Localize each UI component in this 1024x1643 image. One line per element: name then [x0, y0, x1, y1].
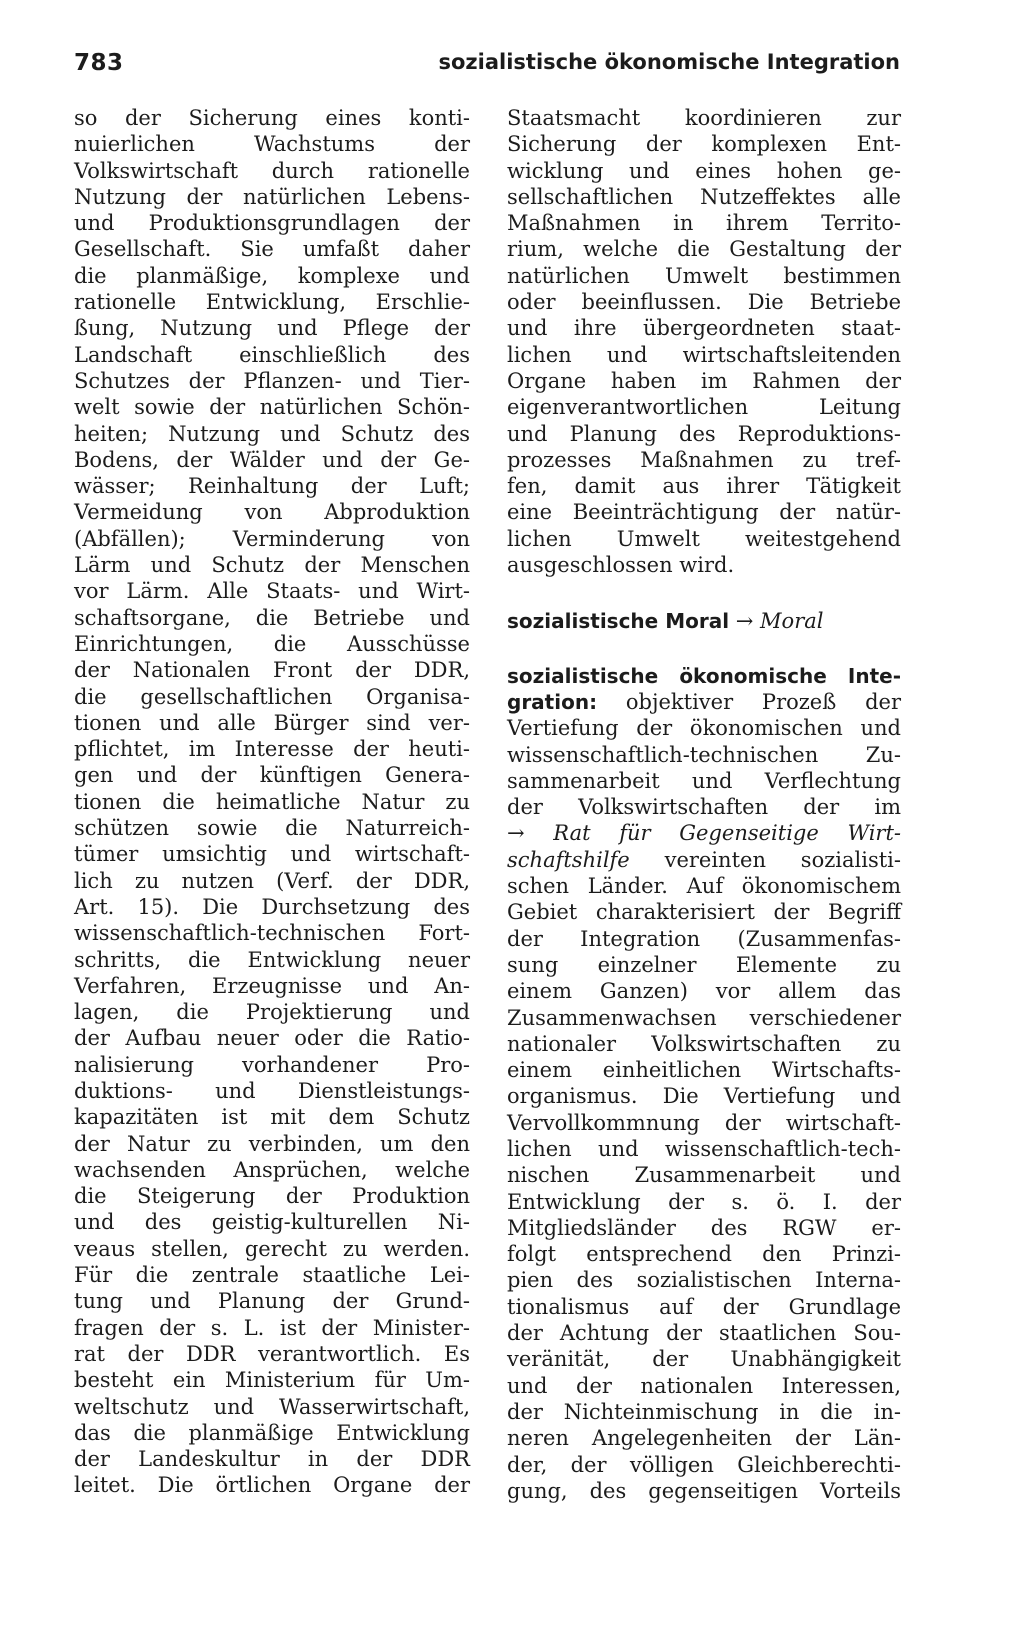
text-line: schaftsorgane, die Betriebe und — [74, 605, 470, 630]
text-line: wässer; Reinhaltung der Luft; — [74, 474, 470, 499]
text-line: folgt entsprechend den Prinzi- — [507, 1242, 901, 1267]
page-number: 783 — [74, 50, 124, 76]
text-line: Nutzung der natürlichen Lebens- — [74, 184, 470, 209]
cross-reference-moral: Moral — [760, 609, 824, 634]
text-line: lagen, die Projektierung und — [74, 1000, 470, 1025]
text-line: Lärm und Schutz der Menschen — [74, 553, 470, 578]
text-line: der Nichteinmischung in die in- — [507, 1399, 901, 1424]
text-line: wachsenden Ansprüchen, welche — [74, 1157, 470, 1182]
text-line: fen, damit aus ihrer Tätigkeit — [507, 474, 901, 499]
text-line: heiten; Nutzung und Schutz des — [74, 421, 470, 446]
entry-text: objektiver Prozeß der — [625, 689, 901, 714]
text-line: der Aufbau neuer oder die Ratio- — [74, 1026, 470, 1051]
text-line: nischen Zusammenarbeit und — [507, 1163, 901, 1188]
text-line: lich zu nutzen (Verf. der DDR, — [74, 868, 470, 893]
text-line: Bodens, der Wälder und der Ge- — [74, 447, 470, 472]
text-line: eigenverantwortlichen Leitung — [507, 395, 901, 420]
text-line: Volkswirtschaft durch rationelle — [74, 158, 470, 183]
right-column — [507, 105, 901, 1504]
text-line: leitet. Die örtlichen Organe der — [74, 1473, 470, 1498]
headword-integration-line2: gration: — [507, 689, 598, 714]
text-line: Landschaft einschließlich des — [74, 342, 470, 367]
text-line: die planmäßige, komplexe und — [74, 263, 470, 288]
text-line: oder beeinflussen. Die Betriebe — [507, 290, 901, 315]
text-line: welt sowie der natürlichen Schön- — [74, 395, 470, 420]
text-line: der Volkswirtschaften der im — [507, 795, 901, 820]
text-line: nuierlichen Wachstums der — [74, 132, 470, 157]
left-column — [74, 105, 470, 1499]
text-line: pflichtet, im Interesse der heuti- — [74, 737, 470, 762]
text-line: ausgeschlossen wird. — [507, 553, 735, 578]
entry-continuation — [507, 105, 901, 578]
cross-reference-rgw-cont: schaftshilfe — [507, 847, 630, 872]
text-line: das die planmäßige Entwicklung — [74, 1420, 470, 1445]
text-line: die gesellschaftlichen Organisa- — [74, 684, 470, 709]
text-line: tionen und alle Bürger sind ver- — [74, 710, 470, 735]
text-line: prozesses Maßnahmen zu tref- — [507, 447, 901, 472]
text-line: Gebiet charakterisiert der Begriff — [507, 900, 901, 925]
text-line: schen Länder. Auf ökonomischem — [507, 874, 901, 899]
text-line: lichen und wirtschaftsleitenden — [507, 342, 901, 367]
text-line: Einrichtungen, die Ausschüsse — [74, 631, 470, 656]
text-line: Sicherung der komplexen Ent- — [507, 132, 901, 157]
text-line: besteht ein Ministerium für Um- — [74, 1368, 470, 1393]
text-line: schritts, die Entwicklung neuer — [74, 947, 470, 972]
entry-moral — [507, 608, 901, 634]
text-line: eine Beeinträchtigung der natür- — [507, 500, 901, 525]
text-line: (Abfällen); Verminderung von — [74, 526, 470, 551]
entry-text-block — [507, 715, 901, 820]
text-line: Schutzes der Pflanzen- und Tier- — [74, 368, 470, 393]
text-line: und ihre übergeordneten staat- — [507, 316, 901, 341]
text-line: Vertiefung der ökonomischen und — [507, 716, 901, 741]
entry-line — [507, 689, 901, 715]
text-line: und Planung des Reproduktions- — [507, 421, 901, 446]
text-line: veränität, der Unabhängigkeit — [507, 1347, 901, 1372]
text-line: weltschutz und Wasserwirtschaft, — [74, 1394, 470, 1419]
text-line: rium, welche die Gestaltung der — [507, 237, 901, 262]
headword-integration-line1: sozialistische ökonomische Inte- — [507, 663, 901, 688]
text-line: Vervollkommnung der wirtschaft- — [507, 1110, 901, 1135]
entry-text-block — [507, 873, 901, 1504]
text-line: Entwicklung der s. ö. I. der — [507, 1189, 901, 1214]
cross-reference-arrow: → — [735, 609, 754, 634]
text-line: Mitgliedsländer des RGW er- — [507, 1215, 901, 1240]
text-line: kapazitäten ist mit dem Schutz — [74, 1105, 470, 1130]
text-line: nalisierung vorhandener Pro- — [74, 1052, 470, 1077]
text-line: Staatsmacht koordinieren zur — [507, 106, 901, 130]
text-line: fragen der s. L. ist der Minister- — [74, 1315, 470, 1340]
text-line: lichen Umwelt weitestgehend — [507, 526, 901, 551]
text-line: Für die zentrale staatliche Lei- — [74, 1263, 470, 1288]
cross-reference-rgw: Rat für Gegenseitige Wirt- — [553, 821, 901, 846]
text-line: Gesellschaft. Sie umfaßt daher — [74, 237, 470, 262]
text-line: Vermeidung von Abproduktion — [74, 500, 470, 525]
text-line: und der nationalen Interessen, — [507, 1373, 901, 1398]
text-line: veaus stellen, gerecht zu werden. — [74, 1236, 470, 1261]
text-line: Art. 15). Die Durchsetzung des — [74, 894, 470, 919]
text-line: organismus. Die Vertiefung und — [507, 1084, 901, 1109]
text-line: und des geistig-kulturellen Ni- — [74, 1210, 470, 1235]
text-line: rat der DDR verantwortlich. Es — [74, 1341, 470, 1366]
text-line: gung, des gegenseitigen Vorteils — [507, 1478, 901, 1503]
text-line: nationaler Volkswirtschaften zu — [507, 1031, 901, 1056]
entry-line — [507, 847, 901, 873]
text-line: sung einzelner Elemente zu — [507, 952, 901, 977]
text-line: der Landeskultur in der DDR — [74, 1447, 470, 1472]
text-line: der, der völligen Gleichberechti- — [507, 1452, 901, 1477]
text-line: neren Angelegenheiten der Län- — [507, 1426, 901, 1451]
text-line: wissenschaftlich-technischen Zu- — [507, 742, 901, 767]
running-head: sozialistische ökonomische Integration — [438, 50, 900, 74]
text-line: rationelle Entwicklung, Erschlie- — [74, 290, 470, 315]
text-line: der Nationalen Front der DDR, — [74, 658, 470, 683]
text-line: tionalismus auf der Grundlage — [507, 1294, 901, 1319]
text-line: sammenarbeit und Verflechtung — [507, 768, 901, 793]
text-line: einem einheitlichen Wirtschafts- — [507, 1058, 901, 1083]
text-line: wicklung und eines hohen ge- — [507, 158, 901, 183]
text-line: Zusammenwachsen verschiedener — [507, 1005, 901, 1030]
entry-text: vereinten sozialisti- — [664, 847, 901, 872]
text-line: Maßnahmen in ihrem Territo- — [507, 211, 901, 236]
text-line: lichen und wissenschaftlich-tech- — [507, 1136, 901, 1161]
text-line: pien des sozialistischen Interna- — [507, 1268, 901, 1293]
text-line: so der Sicherung eines konti- — [74, 106, 470, 130]
headword-moral: sozialistische Moral — [507, 609, 730, 634]
text-line: der Natur zu verbinden, um den — [74, 1131, 470, 1156]
cross-reference-arrow: → — [507, 821, 525, 846]
entry-integration — [507, 663, 901, 1505]
text-line: und Produktionsgrundlagen der — [74, 211, 470, 236]
text-line: tung und Planung der Grund- — [74, 1289, 470, 1314]
text-line: sellschaftlichen Nutzeffektes alle — [507, 184, 901, 209]
text-line: schützen sowie die Naturreich- — [74, 816, 470, 841]
text-line: vor Lärm. Alle Staats- und Wirt- — [74, 579, 470, 604]
text-line: wissenschaftlich-technischen Fort- — [74, 921, 470, 946]
text-line: einem Ganzen) vor allem das — [507, 979, 901, 1004]
text-line: ßung, Nutzung und Pflege der — [74, 316, 470, 341]
text-line: tümer umsichtig und wirtschaft- — [74, 842, 470, 867]
text-line: natürlichen Umwelt bestimmen — [507, 263, 901, 288]
text-line: der Integration (Zusammenfas- — [507, 926, 901, 951]
text-line: duktions- und Dienstleistungs- — [74, 1078, 470, 1103]
text-line: die Steigerung der Produktion — [74, 1184, 470, 1209]
text-line: Organe haben im Rahmen der — [507, 368, 901, 393]
text-line: gen und der künftigen Genera- — [74, 763, 470, 788]
entry-line — [507, 820, 901, 846]
text-line: tionen die heimatliche Natur zu — [74, 789, 470, 814]
text-line: Verfahren, Erzeugnisse und An- — [74, 973, 470, 998]
text-line: der Achtung der staatlichen Sou- — [507, 1321, 901, 1346]
